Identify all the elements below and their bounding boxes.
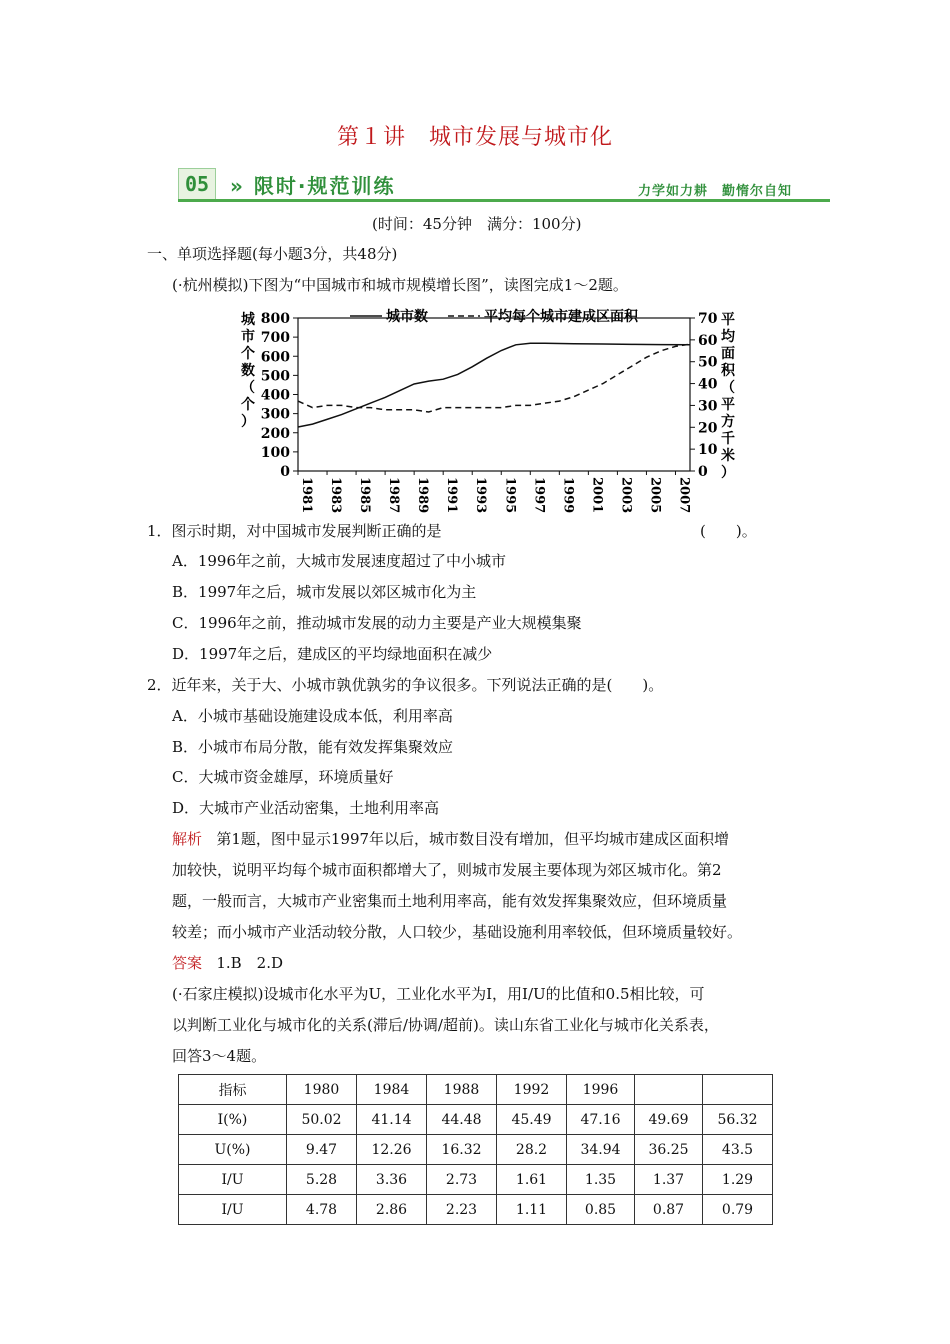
- x-tick-label: 1983: [328, 477, 344, 514]
- table-row: [179, 1165, 773, 1195]
- table-cell: I/U: [179, 1165, 287, 1195]
- x-tick-label: 1987: [386, 477, 402, 514]
- analysis-text-1: 第1题，图中显示1997年以后，城市数目没有增加，但平均城市建成区面积增: [216, 830, 730, 848]
- left-tick-label: 300: [260, 406, 290, 423]
- axis-label-char: 城: [241, 312, 255, 328]
- table-cell: 1.37: [635, 1165, 703, 1195]
- q2-option-c: C．大城市资金雄厚，环境质量好: [172, 768, 394, 786]
- table-cell: 1996: [567, 1075, 635, 1105]
- table-cell: 1992: [497, 1075, 567, 1105]
- banner-label-text: 限时·规范训练: [253, 174, 396, 198]
- banner-label: » 限时·规范训练: [230, 174, 396, 198]
- left-tick-label: 100: [260, 444, 290, 461]
- table-cell: 1988: [427, 1075, 497, 1105]
- x-tick-label: 1997: [531, 477, 547, 514]
- section-banner: [178, 168, 830, 204]
- answer-text: 1.B 2.D: [216, 954, 284, 972]
- right-tick-label: 40: [698, 376, 718, 393]
- x-tick-label: 2003: [618, 477, 634, 514]
- q2-option-b: B．小城市布局分散，能有效发挥集聚效应: [172, 738, 454, 756]
- right-tick-label: 30: [698, 398, 718, 415]
- table-row: [179, 1195, 773, 1225]
- analysis-line-2: 加较快，说明平均每个城市面积都增大了，则城市发展主要体现为郊区城市化。第2: [172, 861, 722, 879]
- table-cell: 指标: [179, 1075, 287, 1105]
- axis-label-char: 个: [241, 346, 255, 362]
- intro2-line-3: 回答3～4题。: [172, 1047, 267, 1065]
- right-tick-label: 70: [698, 311, 718, 327]
- table-cell: 47.16: [567, 1105, 635, 1135]
- x-tick-label: 2007: [676, 477, 692, 514]
- intro2-line-2: 以判断工业化与城市化的关系(滞后/协调/超前)。读山东省工业化与城市化关系表，: [172, 1016, 719, 1034]
- axis-label-char: （: [721, 380, 735, 396]
- x-tick-label: 1989: [415, 477, 431, 514]
- analysis-line-3: 题，一般而言，大城市产业密集而土地利用率高，能有效发挥集聚效应，但环境质量: [172, 892, 728, 910]
- table-cell: 34.94: [567, 1135, 635, 1165]
- axis-label-char: 个: [241, 397, 255, 413]
- answer-label: 答案: [172, 954, 203, 972]
- section-heading: 一、单项选择题(每小题3分，共48分): [147, 245, 398, 263]
- x-tick-label: 1993: [473, 477, 489, 514]
- data-table: [178, 1074, 773, 1225]
- series-city-count: [298, 343, 690, 427]
- table-cell: 50.02: [287, 1105, 357, 1135]
- q1-option-c: C．1996年之前，推动城市发展的动力主要是产业大规模集聚: [172, 614, 582, 632]
- x-tick-label: 1995: [502, 477, 518, 514]
- axis-label-char: （: [241, 380, 255, 396]
- plot-frame: [298, 318, 690, 471]
- city-growth-chart: [236, 302, 740, 516]
- table-cell: U(%): [179, 1135, 287, 1165]
- right-tick-label: 60: [698, 332, 718, 349]
- time-info: (时间：45分钟 满分：100分): [372, 215, 582, 233]
- axis-label-char: ）: [241, 414, 255, 430]
- right-tick-label: 20: [698, 420, 718, 437]
- table-cell: 9.47: [287, 1135, 357, 1165]
- table-cell: 36.25: [635, 1135, 703, 1165]
- axis-label-char: 平: [721, 397, 735, 413]
- table-cell: 12.26: [357, 1135, 427, 1165]
- table-cell: 3.36: [357, 1165, 427, 1195]
- axis-label-char: 面: [721, 346, 735, 362]
- left-tick-label: 600: [260, 349, 290, 366]
- legend: [350, 308, 639, 325]
- table-cell: 2.23: [427, 1195, 497, 1225]
- chart-intro: (·杭州模拟)下图为“中国城市和城市规模增长图”，读图完成1～2题。: [172, 276, 628, 294]
- analysis-label: 解析: [172, 830, 203, 848]
- x-tick-label: 2001: [589, 477, 605, 514]
- left-axis-label: [241, 311, 256, 430]
- q2-option-d: D．大城市产业活动密集，土地利用率高: [172, 799, 440, 817]
- table-cell: 0.87: [635, 1195, 703, 1225]
- table-cell: 44.48: [427, 1105, 497, 1135]
- left-axis-ticks: [261, 311, 298, 480]
- right-tick-label: 10: [698, 442, 718, 459]
- table-row: [179, 1105, 773, 1135]
- table-cell: 5.28: [287, 1165, 357, 1195]
- right-tick-label: 50: [698, 354, 718, 371]
- table-row: [179, 1135, 773, 1165]
- table-cell: 1984: [357, 1075, 427, 1105]
- right-axis-label: [720, 311, 736, 481]
- table-cell: I/U: [179, 1195, 287, 1225]
- table-cell: 1980: [287, 1075, 357, 1105]
- left-tick-label: 500: [260, 368, 290, 385]
- axis-label-char: 积: [721, 363, 735, 379]
- axis-label-char: 方: [721, 414, 735, 430]
- table-cell: 1.35: [567, 1165, 635, 1195]
- x-tick-label: 1991: [444, 477, 460, 514]
- legend-city-count: 城市数: [386, 309, 428, 325]
- table-cell: I(%): [179, 1105, 287, 1135]
- table-cell: [635, 1075, 703, 1105]
- intro2-line-1: (·石家庄模拟)设城市化水平为U，工业化水平为I，用I/U的比值和0.5相比较，可: [172, 985, 705, 1003]
- table-cell: 43.5: [703, 1135, 773, 1165]
- legend-avg-area: 平均每个城市建成区面积: [484, 309, 638, 325]
- q1-stem: 1．图示时期，对中国城市发展判断正确的是: [147, 522, 442, 540]
- left-tick-label: 200: [260, 425, 290, 442]
- table-cell: 45.49: [497, 1105, 567, 1135]
- q1-option-d: D．1997年之后，建成区的平均绿地面积在减少: [172, 645, 493, 663]
- axis-label-char: 数: [241, 363, 255, 379]
- table-cell: [703, 1075, 773, 1105]
- table-cell: 56.32: [703, 1105, 773, 1135]
- q2-option-a: A．小城市基础设施建设成本低，利用率高: [172, 707, 453, 725]
- table-cell: 1.11: [497, 1195, 567, 1225]
- table-cell: 41.14: [357, 1105, 427, 1135]
- banner-slogan: 力学如力耕 勤惰尔自知: [637, 184, 792, 199]
- x-tick-label: 1985: [357, 477, 373, 514]
- q1-option-a: A．1996年之前，大城市发展速度超过了中小城市: [172, 552, 507, 570]
- left-tick-label: 700: [260, 330, 290, 347]
- table-cell: 1.29: [703, 1165, 773, 1195]
- axis-label-char: 均: [721, 329, 735, 345]
- axis-label-char: 千: [721, 431, 735, 447]
- page-title: 第１讲 城市发展与城市化: [336, 125, 613, 150]
- banner-divider: [178, 199, 830, 202]
- answer-line: [172, 953, 283, 973]
- q2-stem: 2．近年来，关于大、小城市孰优孰劣的争议很多。下列说法正确的是( )。: [147, 676, 664, 694]
- x-tick-label: 1981: [299, 477, 314, 514]
- axis-label-char: 米: [721, 448, 735, 464]
- table-cell: 1.61: [497, 1165, 567, 1195]
- table-cell: 4.78: [287, 1195, 357, 1225]
- right-axis-ticks: [690, 311, 718, 480]
- table-cell: 16.32: [427, 1135, 497, 1165]
- right-tick-label: 0: [698, 464, 708, 480]
- analysis-line-1: [172, 829, 729, 849]
- axis-label-char: 市: [241, 329, 255, 345]
- left-tick-label: 0: [280, 464, 290, 480]
- table-cell: 0.85: [567, 1195, 635, 1225]
- x-tick-label: 2005: [647, 477, 663, 514]
- x-tick-label: 1999: [560, 477, 576, 514]
- table-header-row: [179, 1075, 773, 1105]
- table-cell: 2.73: [427, 1165, 497, 1195]
- axis-label-char: ）: [721, 465, 735, 481]
- q1-option-b: B．1997年之后，城市发展以郊区城市化为主: [172, 583, 477, 601]
- analysis-line-4: 较差；而小城市产业活动较分散，人口较少，基础设施利用率较低，但环境质量较好。: [172, 923, 743, 941]
- table-cell: 0.79: [703, 1195, 773, 1225]
- axis-label-char: 平: [721, 312, 735, 328]
- x-axis-ticks: [298, 471, 691, 513]
- banner-number: 05: [178, 168, 216, 200]
- table-cell: 49.69: [635, 1105, 703, 1135]
- left-tick-label: 800: [260, 311, 290, 327]
- left-tick-label: 400: [260, 387, 290, 404]
- table-cell: 2.86: [357, 1195, 427, 1225]
- table-cell: 28.2: [497, 1135, 567, 1165]
- q1-answer-blank: ( )。: [700, 522, 757, 540]
